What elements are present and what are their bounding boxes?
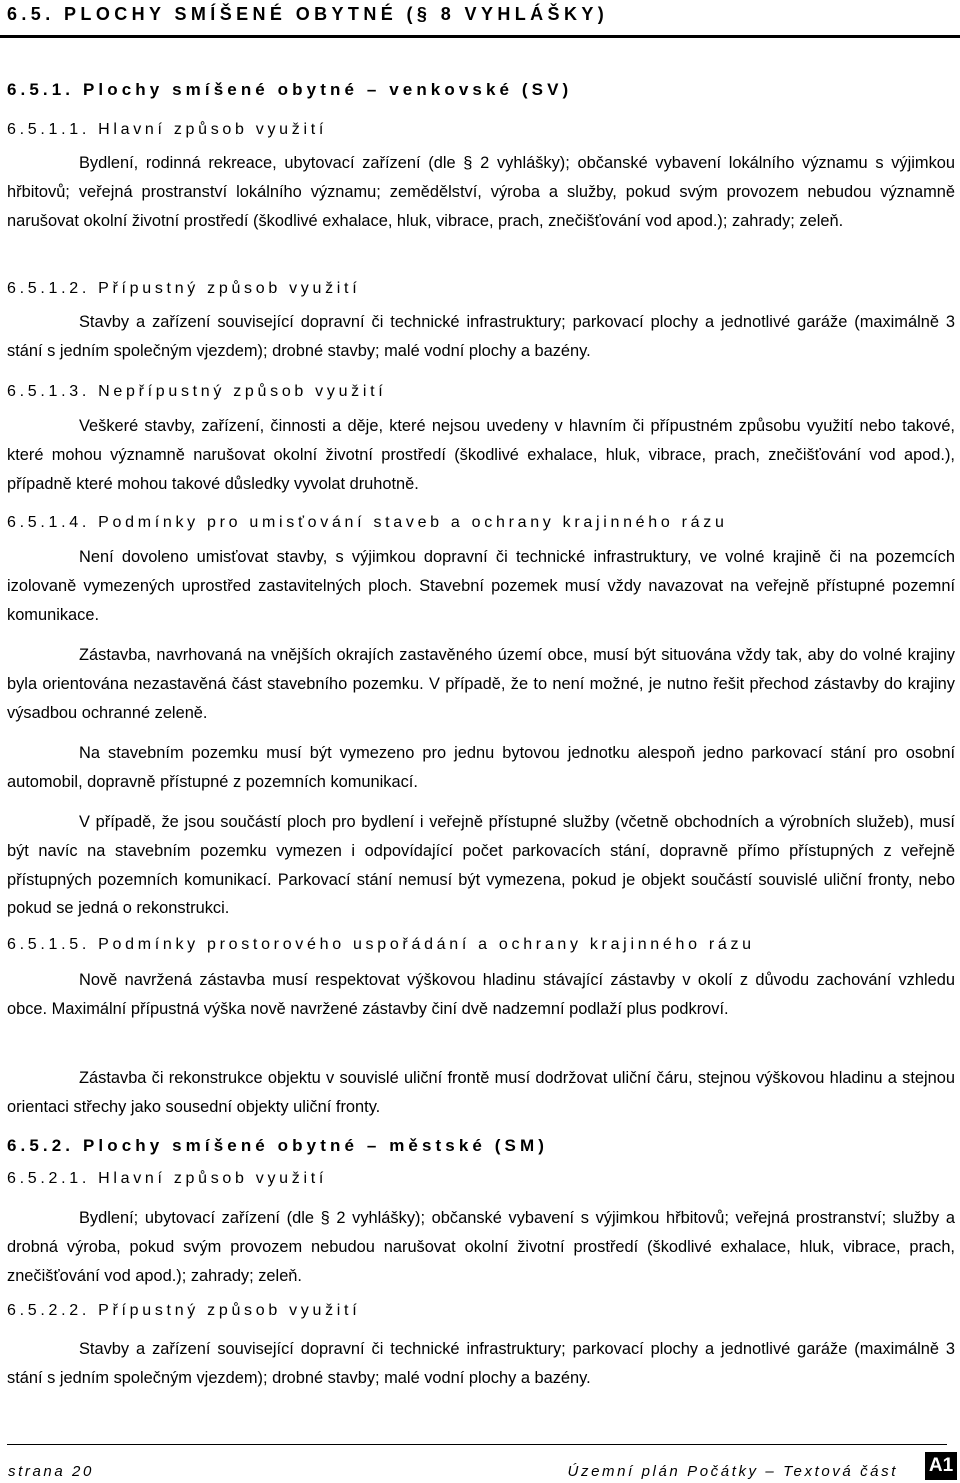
paragraph-sv-3: Veškeré stavby, zařízení, činnosti a děje, které nejsou uvedeny v hlavním či přípustném způsobu využití nebo takové, které mohou významně narušovat okolní životní prostředí (škodlivé exhalace, hluk, vibrace, prach, znečišťování vod apod.), případně které mohou takové důsledky vyvolat druhotně. (7, 417, 955, 493)
section-heading-sm: 6.5.2. Plochy smíšené obytné – městské (SM) (7, 1136, 549, 1155)
subsection-heading-sv-1: 6.5.1.1. Hlavní způsob využití (7, 121, 327, 138)
subsection-heading-sv-5: 6.5.1.5. Podmínky prostorového uspořádání a ochrany krajinného rázu (7, 936, 755, 953)
paragraph-sv-2: Stavby a zařízení související dopravní či technické infrastruktury; parkovací plochy a jednotlivé garáže (maximálně 3 stání s jedním společným vjezdem); drobné stavby; malé vodní plochy a bazény. (7, 313, 955, 360)
paragraph-sm-1: Bydlení; ubytovací zařízení (dle § 2 vyhlášky); občanské vybavení s výjimkou hřbitovů; veřejná prostranství; služby a drobná výroba, pokud svým provozem nebudou narušovat okolní životní prostředí (škodlivé exhalace, hluk, vibrace, prach, znečišťování vod apod.); zahrady; zeleň. (7, 1209, 955, 1285)
subsection-heading-sm-2: 6.5.2.2. Přípustný způsob využití (7, 1302, 361, 1319)
paragraph-sv-4-4: V případě, že jsou součástí ploch pro bydlení i veřejně přístupné služby (včetně obchodních a výrobních služeb), musí být navíc na stavebním pozemku vymezen i odpovídající počet parkovacích stání, dopravně přímo přístupných z veřejně přístupných pozemních komunikací. Parkovací stání nemusí být vymezena, pokud je objekt součástí souvislé uliční fronty, nebo pokud se jedná o rekonstrukci. (7, 813, 955, 918)
subsection-heading-sv-3: 6.5.1.3. Nepřípustný způsob využití (7, 383, 387, 400)
paragraph-sv-5-2: Zástavba či rekonstrukce objektu v souvislé uliční frontě musí dodržovat uliční čáru, stejnou výškovou hladinu a stejnou orientaci střechy jako sousední objekty uliční fronty. (7, 1069, 955, 1116)
paragraph-sm-2: Stavby a zařízení související dopravní či technické infrastruktury; parkovací plochy a jednotlivé garáže (maximálně 3 stání s jedním společným vjezdem); drobné stavby; malé vodní plochy a bazény. (7, 1340, 955, 1387)
subsection-heading-sv-4: 6.5.1.4. Podmínky pro umisťování staveb a ochrany krajinného rázu (7, 514, 728, 531)
paragraph-sv-4-3: Na stavebním pozemku musí být vymezeno pro jednu bytovou jednotku alespoň jedno parkovací stání pro osobní automobil, dopravně přístupné z pozemních komunikací. (7, 744, 955, 791)
footer-badge: A1 (925, 1452, 957, 1480)
footer-page-number: strana 20 (8, 1463, 94, 1480)
paragraph-sv-1: Bydlení, rodinná rekreace, ubytovací zařízení (dle § 2 vyhlášky); občanské vybavení lokálního významu s výjimkou hřbitovů; veřejná prostranství lokálního významu; zemědělství, výroba a služby, pokud svým provozem nebudou významně narušovat okolní životní prostředí (škodlivé exhalace, hluk, vibrace, prach, znečišťování vod apod.); zahrady; zeleň. (7, 154, 955, 230)
footer-rule (7, 1444, 947, 1445)
subsection-heading-sv-2: 6.5.1.2. Přípustný způsob využití (7, 280, 361, 297)
footer-document-title: Územní plán Počátky – Textová část (567, 1463, 898, 1480)
paragraph-sv-4-1: Není dovoleno umisťovat stavby, s výjimkou dopravní či technické infrastruktury, ve volné krajině či na pozemcích izolovaně vymezených uprostřed zastavitelných ploch. Stavební pozemek musí vždy navazovat na veřejně přístupné pozemní komunikace. (7, 548, 955, 624)
paragraph-sv-5-1: Nově navržená zástavba musí respektovat výškovou hladinu stávající zástavby v okolí z důvodu zachování vzhledu obce. Maximální přípustná výška nově navržené zástavby činí dvě nadzemní podlaží plus podkroví. (7, 971, 955, 1018)
section-heading-sv: 6.5.1. Plochy smíšené obytné – venkovské (SV) (7, 80, 573, 99)
top-rule (0, 35, 960, 38)
subsection-heading-sm-1: 6.5.2.1. Hlavní způsob využití (7, 1170, 327, 1187)
main-heading: 6.5. PLOCHY SMÍŠENÉ OBYTNÉ (§ 8 VYHLÁŠKY) (7, 4, 609, 24)
paragraph-sv-4-2: Zástavba, navrhovaná na vnějších okrajích zastavěného území obce, musí být situována vždy tak, aby do volné krajiny byla orientována nezastavěná část stavebního pozemku. V případě, že to není možné, je nutno řešit přechod zástavby do krajiny výsadbou ochranné zeleně. (7, 646, 955, 722)
